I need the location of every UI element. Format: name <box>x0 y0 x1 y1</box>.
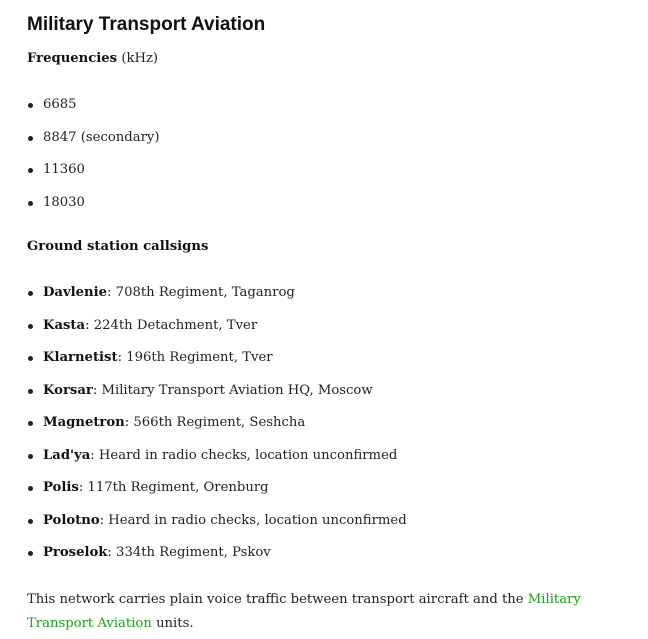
frequency-value: 6685 <box>43 97 77 112</box>
callsign-desc: : Heard in radio checks, location unconfirmed <box>99 512 407 528</box>
callsign-item <box>27 511 407 544</box>
callsign-item <box>27 348 407 381</box>
frequency-list <box>27 95 160 225</box>
callsign-desc: : Military Transport Aviation HQ, Moscow <box>92 382 373 398</box>
bullet-icon <box>28 291 33 296</box>
callsign-name: Polis <box>43 480 79 495</box>
bullet-icon <box>28 356 33 361</box>
footer-paragraph <box>27 588 627 636</box>
frequency-item <box>27 193 160 226</box>
callsign-desc: : 117th Regiment, Orenburg <box>78 480 269 495</box>
callsign-name: Lad'ya <box>43 447 91 463</box>
page-title: Military Transport Aviation <box>27 14 266 35</box>
bullet-icon <box>28 324 33 329</box>
bullet-icon <box>28 103 33 108</box>
callsign-list <box>27 283 407 576</box>
callsign-desc: : Heard in radio checks, location unconfirmed <box>90 447 398 463</box>
bullet-icon <box>28 454 33 459</box>
callsign-desc: : 196th Regiment, Tver <box>117 350 273 365</box>
bullet-icon <box>28 389 33 394</box>
footer-text: This network carries plain voice traffic between transport aircraft and the <box>27 592 528 607</box>
bullet-icon <box>28 519 33 524</box>
callsign-item <box>27 413 407 446</box>
callsign-item <box>27 316 407 349</box>
callsign-name: Davlenie <box>43 285 108 300</box>
frequencies-unit: (kHz) <box>121 51 159 66</box>
callsign-item <box>27 446 407 479</box>
callsign-name: Magnetron <box>43 415 125 430</box>
bullet-icon <box>28 168 33 173</box>
callsign-item <box>27 381 407 414</box>
bullet-icon <box>28 486 33 491</box>
bullet-icon <box>28 136 33 141</box>
callsigns-heading <box>27 237 208 257</box>
callsign-desc: : 224th Detachment, Tver <box>85 317 258 333</box>
frequency-value: 11360 <box>43 162 85 177</box>
footer-text-end: units. <box>151 616 194 631</box>
frequency-value: 18030 <box>43 194 85 210</box>
callsign-item <box>27 478 407 511</box>
callsigns-label: Ground station callsigns <box>27 239 209 254</box>
frequency-item <box>27 95 160 128</box>
frequencies-heading <box>27 49 158 69</box>
frequency-value: 8847 (secondary) <box>43 129 160 145</box>
callsign-desc: : 708th Regiment, Taganrog <box>107 285 295 300</box>
callsign-name: Kasta <box>43 317 86 333</box>
callsign-desc: : 566th Regiment, Seshcha <box>124 415 306 430</box>
frequencies-label: Frequencies <box>27 51 118 66</box>
callsign-name: Korsar <box>43 382 93 398</box>
callsign-name: Polotno <box>43 512 100 528</box>
bullet-icon <box>28 551 33 556</box>
bullet-icon <box>28 201 33 206</box>
callsign-desc: : 334th Regiment, Pskov <box>107 545 271 560</box>
frequency-item <box>27 160 160 193</box>
callsign-item <box>27 543 407 576</box>
callsign-name: Proselok <box>43 545 108 560</box>
bullet-icon <box>28 421 33 426</box>
frequency-item <box>27 128 160 161</box>
callsign-item <box>27 283 407 316</box>
military-transport-aviation-link[interactable]: Military Transport Aviation <box>27 592 581 631</box>
callsign-name: Klarnetist <box>43 350 118 365</box>
